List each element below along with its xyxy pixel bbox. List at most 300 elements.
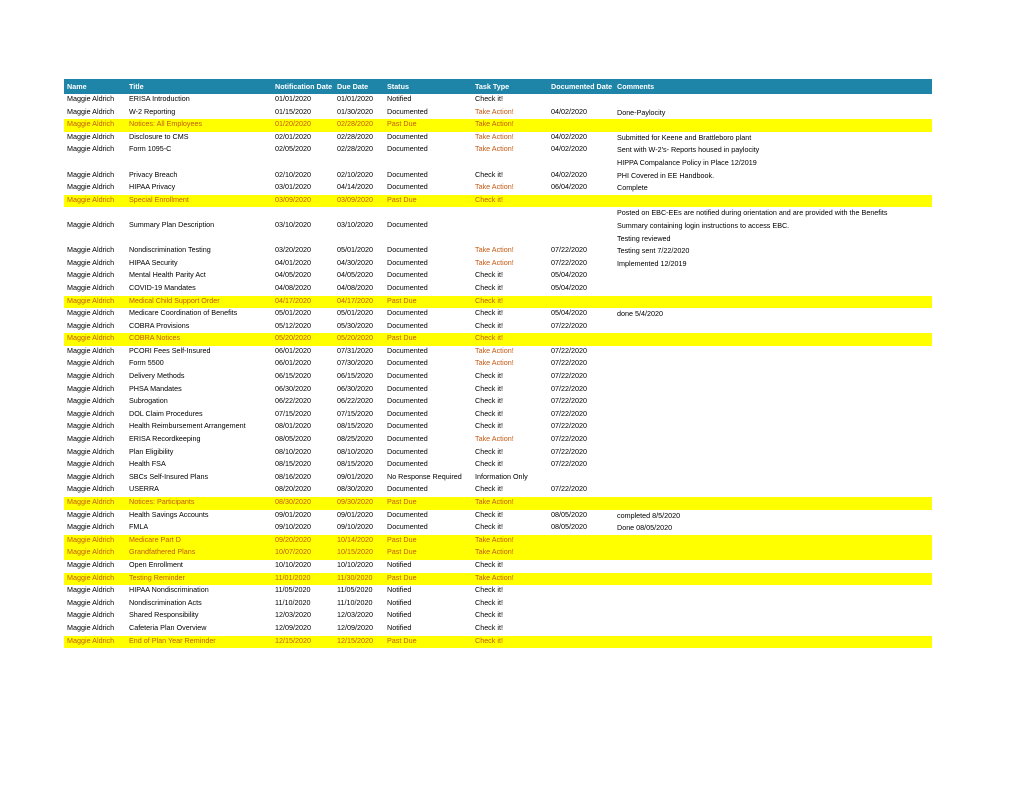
cell-documented-date <box>548 220 614 233</box>
cell-task-type: Check it! <box>475 559 503 569</box>
cell-status <box>384 233 472 246</box>
cell-notification-date: 06/01/2020 <box>275 358 311 368</box>
cell-title: Medicare Coordination of Benefits <box>129 308 238 318</box>
cell-name: Maggie Aldrich <box>67 408 115 418</box>
table-row[interactable] <box>64 384 932 397</box>
table-row[interactable] <box>64 132 932 145</box>
cell-name: Maggie Aldrich <box>67 434 115 444</box>
cell-task-type: Check it! <box>475 308 503 318</box>
cell-documented-date <box>548 119 614 132</box>
table-row[interactable] <box>64 270 932 283</box>
cell-status: Documented <box>387 421 428 431</box>
cell-title: HIPAA Privacy <box>129 182 176 192</box>
table-row[interactable] <box>64 610 932 623</box>
column-header-task-type[interactable]: Task Type <box>472 79 548 94</box>
cell-notification-date: 01/15/2020 <box>275 106 311 116</box>
cell-comments: Submitted for Keene and Brattleboro plant <box>617 132 752 142</box>
cell-comments <box>614 270 932 283</box>
cell-documented-date: 07/22/2020 <box>551 383 587 393</box>
cell-status: Documented <box>387 446 428 456</box>
cell-documented-date <box>548 623 614 636</box>
cell-task-type: Check it! <box>475 320 503 330</box>
table-row[interactable] <box>64 535 932 548</box>
cell-status: Notified <box>387 622 412 632</box>
cell-title: Form 1095-C <box>129 144 172 154</box>
cell-status: Notified <box>387 597 412 607</box>
cell-due-date: 04/05/2020 <box>337 270 373 280</box>
cell-due-date: 09/10/2020 <box>337 522 373 532</box>
cell-comments <box>614 497 932 510</box>
cell-documented-date <box>548 585 614 598</box>
cell-notification-date: 09/01/2020 <box>275 509 311 519</box>
cell-task-type: Check it! <box>472 333 548 346</box>
cell-task-type: Check it! <box>475 383 503 393</box>
cell-task-type: Check it! <box>475 270 503 280</box>
cell-title <box>126 157 272 170</box>
cell-status: Documented <box>387 509 428 519</box>
cell-task-type: Check it! <box>475 610 503 620</box>
cell-task-type: Take Action! <box>475 182 514 192</box>
cell-comments <box>614 535 932 548</box>
cell-notification-date: 08/30/2020 <box>272 497 334 510</box>
cell-due-date: 06/30/2020 <box>337 383 373 393</box>
cell-name: Maggie Aldrich <box>67 597 115 607</box>
table-row[interactable] <box>64 170 932 183</box>
cell-due-date: 09/01/2020 <box>337 509 373 519</box>
table-row[interactable] <box>64 371 932 384</box>
cell-status: Past Due <box>384 119 472 132</box>
cell-task-type: Check it! <box>475 169 503 179</box>
cell-title: Nondiscrimination Testing <box>129 245 211 255</box>
cell-title: Notices: All Employees <box>126 119 272 132</box>
cell-due-date: 08/10/2020 <box>337 446 373 456</box>
table-row[interactable] <box>64 560 932 573</box>
cell-notification-date: 04/01/2020 <box>275 257 311 267</box>
cell-notification-date: 08/20/2020 <box>275 484 311 494</box>
cell-notification-date: 02/10/2020 <box>275 169 311 179</box>
cell-task-type <box>472 220 548 233</box>
cell-name: Maggie Aldrich <box>67 471 115 481</box>
cell-documented-date <box>548 547 614 560</box>
table-row[interactable] <box>64 94 932 107</box>
cell-notification-date: 04/17/2020 <box>272 296 334 309</box>
cell-comments: Complete <box>617 183 648 193</box>
cell-documented-date: 04/02/2020 <box>551 131 587 141</box>
cell-documented-date: 07/22/2020 <box>551 408 587 418</box>
cell-name <box>64 233 126 246</box>
table-row[interactable] <box>64 522 932 535</box>
cell-due-date: 07/31/2020 <box>337 345 373 355</box>
compliance-task-sheet <box>64 79 932 648</box>
table-row[interactable] <box>64 573 932 586</box>
cell-name: Maggie Aldrich <box>67 383 115 393</box>
cell-comments <box>614 358 932 371</box>
cell-notification-date: 05/12/2020 <box>275 320 311 330</box>
cell-notification-date: 09/10/2020 <box>275 522 311 532</box>
column-header-status[interactable]: Status <box>384 79 472 94</box>
cell-due-date: 09/30/2020 <box>334 497 384 510</box>
cell-due-date: 10/15/2020 <box>334 547 384 560</box>
cell-name: Maggie Aldrich <box>67 131 115 141</box>
cell-task-type: Check it! <box>475 622 503 632</box>
cell-title: Summary Plan Description <box>129 219 215 229</box>
table-row[interactable] <box>64 447 932 460</box>
cell-title: Shared Responsibility <box>129 610 199 620</box>
cell-task-type: Check it! <box>472 636 548 649</box>
cell-notification-date: 04/05/2020 <box>275 270 311 280</box>
cell-task-type: Check it! <box>475 421 503 431</box>
column-header-title[interactable]: Title <box>126 79 272 94</box>
cell-name: Maggie Aldrich <box>67 345 115 355</box>
cell-name: Maggie Aldrich <box>64 497 126 510</box>
cell-notification-date: 08/01/2020 <box>275 421 311 431</box>
cell-documented-date: 07/22/2020 <box>551 257 587 267</box>
table-row[interactable] <box>64 119 932 132</box>
cell-title: Disclosure to CMS <box>129 131 189 141</box>
cell-documented-date <box>548 94 614 107</box>
cell-status: Documented <box>387 396 428 406</box>
cell-due-date: 07/15/2020 <box>337 408 373 418</box>
cell-status: Documented <box>387 459 428 469</box>
cell-status: Documented <box>387 219 428 229</box>
table-row[interactable] <box>64 510 932 523</box>
cell-comments <box>614 333 932 346</box>
cell-documented-date: 08/05/2020 <box>551 509 587 519</box>
cell-comments: Testing reviewed <box>617 233 671 243</box>
cell-task-type: Check it! <box>472 296 548 309</box>
cell-notification-date <box>272 207 334 220</box>
cell-due-date: 07/30/2020 <box>337 358 373 368</box>
cell-comments <box>614 94 932 107</box>
cell-notification-date: 10/10/2020 <box>275 559 311 569</box>
table-row[interactable] <box>64 585 932 598</box>
table-row[interactable] <box>64 308 932 321</box>
cell-status: Documented <box>387 383 428 393</box>
table-row[interactable] <box>64 459 932 472</box>
cell-name: Maggie Aldrich <box>64 535 126 548</box>
cell-status: Notified <box>387 94 412 103</box>
cell-name: Maggie Aldrich <box>64 636 126 649</box>
cell-due-date: 11/05/2020 <box>337 585 373 595</box>
cell-status: Documented <box>387 169 428 179</box>
table-row[interactable] <box>64 346 932 359</box>
cell-title: PCORI Fees Self-Insured <box>129 345 211 355</box>
cell-comments <box>614 421 932 434</box>
table-row[interactable] <box>64 484 932 497</box>
table-row[interactable] <box>64 157 932 170</box>
cell-status: Documented <box>387 144 428 154</box>
table-row[interactable] <box>64 220 932 233</box>
cell-name: Maggie Aldrich <box>67 144 115 154</box>
cell-due-date: 02/28/2020 <box>334 119 384 132</box>
cell-task-type: Take Action! <box>475 144 514 154</box>
cell-status: Documented <box>387 131 428 141</box>
cell-title: COVID-19 Mandates <box>129 282 196 292</box>
cell-notification-date <box>272 233 334 246</box>
cell-task-type: Check it! <box>475 396 503 406</box>
cell-documented-date <box>548 573 614 586</box>
cell-name: Maggie Aldrich <box>64 195 126 208</box>
cell-task-type: Check it! <box>475 408 503 418</box>
cell-title: Medical Child Support Order <box>126 296 272 309</box>
cell-notification-date: 06/01/2020 <box>275 345 311 355</box>
cell-status: Past Due <box>384 535 472 548</box>
cell-documented-date: 04/02/2020 <box>551 106 587 116</box>
cell-documented-date <box>548 497 614 510</box>
table-row[interactable] <box>64 258 932 271</box>
cell-status: Documented <box>387 484 428 494</box>
cell-documented-date: 06/04/2020 <box>551 182 587 192</box>
cell-status: Documented <box>387 182 428 192</box>
cell-documented-date: 07/22/2020 <box>551 345 587 355</box>
cell-status: Documented <box>387 308 428 318</box>
cell-documented-date: 07/22/2020 <box>551 434 587 444</box>
cell-due-date: 10/10/2020 <box>337 559 373 569</box>
cell-due-date: 12/03/2020 <box>337 610 373 620</box>
cell-due-date: 12/09/2020 <box>337 622 373 632</box>
cell-comments <box>614 585 932 598</box>
cell-task-type: Check it! <box>475 522 503 532</box>
table-row[interactable] <box>64 296 932 309</box>
cell-task-type <box>472 207 548 220</box>
cell-documented-date <box>548 296 614 309</box>
cell-name: Maggie Aldrich <box>67 308 115 318</box>
table-row[interactable] <box>64 207 932 220</box>
cell-name: Maggie Aldrich <box>67 219 115 229</box>
cell-task-type: Check it! <box>475 509 503 519</box>
table-row[interactable] <box>64 396 932 409</box>
table-row[interactable] <box>64 333 932 346</box>
table-row[interactable] <box>64 497 932 510</box>
cell-status: Documented <box>387 522 428 532</box>
table-row[interactable] <box>64 547 932 560</box>
cell-status: Documented <box>387 358 428 368</box>
cell-title: USERRA <box>129 484 159 494</box>
cell-documented-date: 07/22/2020 <box>551 371 587 381</box>
cell-name: Maggie Aldrich <box>67 421 115 431</box>
table-row[interactable] <box>64 636 932 649</box>
cell-documented-date <box>548 598 614 611</box>
cell-documented-date: 07/22/2020 <box>551 459 587 469</box>
cell-task-type: Take Action! <box>472 497 548 510</box>
cell-documented-date: 04/02/2020 <box>551 169 587 179</box>
cell-due-date <box>334 157 384 170</box>
cell-title: Grandfathered Plans <box>126 547 272 560</box>
cell-title: PHSA Mandates <box>129 383 182 393</box>
table-row[interactable] <box>64 144 932 157</box>
cell-name: Maggie Aldrich <box>64 296 126 309</box>
cell-title: HIPAA Security <box>129 257 178 267</box>
cell-notification-date: 03/20/2020 <box>275 245 311 255</box>
cell-notification-date: 01/20/2020 <box>272 119 334 132</box>
cell-task-type: Information Only <box>475 471 528 481</box>
cell-comments: Implemented 12/2019 <box>617 258 687 268</box>
cell-notification-date: 08/10/2020 <box>275 446 311 456</box>
cell-name: Maggie Aldrich <box>67 622 115 632</box>
table-row[interactable] <box>64 409 932 422</box>
cell-status: Past Due <box>384 296 472 309</box>
cell-task-type: Take Action! <box>475 106 514 116</box>
cell-task-type: Check it! <box>475 585 503 595</box>
cell-comments <box>614 447 932 460</box>
cell-task-type <box>472 233 548 246</box>
cell-name: Maggie Aldrich <box>64 547 126 560</box>
cell-status <box>384 207 472 220</box>
cell-documented-date: 07/22/2020 <box>551 484 587 494</box>
cell-title: Health Savings Accounts <box>129 509 209 519</box>
table-body <box>64 94 932 648</box>
cell-comments <box>614 321 932 334</box>
cell-task-type: Take Action! <box>475 345 514 355</box>
cell-status: Past Due <box>384 573 472 586</box>
cell-due-date: 06/15/2020 <box>337 371 373 381</box>
compliance-table <box>64 79 932 648</box>
cell-notification-date: 09/20/2020 <box>272 535 334 548</box>
cell-due-date: 04/14/2020 <box>337 182 373 192</box>
cell-title <box>126 233 272 246</box>
cell-title: COBRA Notices <box>126 333 272 346</box>
cell-name: Maggie Aldrich <box>67 245 115 255</box>
cell-due-date: 05/01/2020 <box>337 245 373 255</box>
table-row[interactable] <box>64 598 932 611</box>
cell-name: Maggie Aldrich <box>67 257 115 267</box>
table-row[interactable] <box>64 245 932 258</box>
cell-title: Privacy Breach <box>129 169 178 179</box>
cell-due-date: 08/15/2020 <box>337 459 373 469</box>
cell-notification-date: 02/05/2020 <box>275 144 311 154</box>
cell-name: Maggie Aldrich <box>67 182 115 192</box>
cell-documented-date: 07/22/2020 <box>551 358 587 368</box>
cell-documented-date <box>548 333 614 346</box>
cell-due-date: 08/15/2020 <box>337 421 373 431</box>
cell-comments: HIPPA Compalance Policy in Place 12/2019 <box>617 157 757 167</box>
cell-task-type: Take Action! <box>472 573 548 586</box>
cell-due-date: 03/10/2020 <box>337 219 373 229</box>
cell-title: Form 5500 <box>129 358 164 368</box>
table-row[interactable] <box>64 623 932 636</box>
column-header-comments[interactable]: Comments <box>614 79 932 94</box>
cell-notification-date: 11/05/2020 <box>275 585 311 595</box>
cell-documented-date <box>548 535 614 548</box>
cell-status: Documented <box>387 245 428 255</box>
cell-documented-date <box>548 233 614 246</box>
cell-due-date: 09/01/2020 <box>337 471 373 481</box>
cell-title: Mental Health Parity Act <box>129 270 206 280</box>
table-row[interactable] <box>64 283 932 296</box>
column-header-name[interactable]: Name <box>64 79 126 94</box>
cell-status: Documented <box>387 257 428 267</box>
cell-name: Maggie Aldrich <box>67 459 115 469</box>
cell-notification-date: 02/01/2020 <box>275 131 311 141</box>
cell-documented-date: 08/05/2020 <box>551 522 587 532</box>
cell-comments: PHI Covered in EE Handbook. <box>617 170 715 180</box>
cell-comments <box>614 396 932 409</box>
cell-notification-date: 08/15/2020 <box>275 459 311 469</box>
cell-title: Plan Eligibility <box>129 446 174 456</box>
cell-comments <box>614 283 932 296</box>
cell-status: Documented <box>387 282 428 292</box>
cell-due-date: 05/20/2020 <box>334 333 384 346</box>
cell-comments <box>614 560 932 573</box>
column-header-documented-date[interactable]: Documented Date <box>548 79 614 94</box>
cell-documented-date <box>548 636 614 649</box>
cell-notification-date: 11/10/2020 <box>275 597 311 607</box>
cell-comments <box>614 610 932 623</box>
cell-documented-date <box>548 560 614 573</box>
cell-title: HIPAA Nondiscrimination <box>129 585 209 595</box>
cell-due-date: 01/01/2020 <box>337 94 373 103</box>
cell-comments <box>614 623 932 636</box>
cell-comments: Testing sent 7/22/2020 <box>617 246 690 256</box>
cell-title: W-2 Reporting <box>129 106 176 116</box>
table-row[interactable] <box>64 434 932 447</box>
cell-name: Maggie Aldrich <box>67 509 115 519</box>
cell-status: Past Due <box>384 333 472 346</box>
cell-documented-date: 07/22/2020 <box>551 245 587 255</box>
cell-notification-date: 08/16/2020 <box>275 471 311 481</box>
cell-task-type: Take Action! <box>472 535 548 548</box>
table-row[interactable] <box>64 358 932 371</box>
cell-documented-date <box>548 195 614 208</box>
cell-title: DOL Claim Procedures <box>129 408 203 418</box>
cell-comments: Sent with W-2's- Reports housed in paylocity <box>617 145 760 155</box>
cell-task-type: Take Action! <box>475 358 514 368</box>
cell-comments: Posted on EBC-EEs are notified during orientation and are provided with the Benefits <box>617 208 888 218</box>
cell-notification-date: 03/10/2020 <box>275 219 311 229</box>
cell-task-type: Check it! <box>475 371 503 381</box>
column-header-due-date[interactable]: Due Date <box>334 79 384 94</box>
cell-title: End of Plan Year Reminder <box>126 636 272 649</box>
cell-due-date: 04/30/2020 <box>337 257 373 267</box>
cell-documented-date: 05/04/2020 <box>551 270 587 280</box>
cell-title: Notices: Participants <box>126 497 272 510</box>
cell-name: Maggie Aldrich <box>64 333 126 346</box>
cell-title: Medicare Part D <box>126 535 272 548</box>
table-row[interactable] <box>64 472 932 485</box>
cell-notification-date <box>272 157 334 170</box>
cell-status: Past Due <box>384 497 472 510</box>
table-row[interactable] <box>64 321 932 334</box>
cell-due-date: 12/15/2020 <box>334 636 384 649</box>
cell-task-type <box>472 157 548 170</box>
cell-due-date: 11/10/2020 <box>337 597 373 607</box>
cell-task-type: Check it! <box>475 282 503 292</box>
cell-status: Notified <box>387 610 412 620</box>
table-row[interactable] <box>64 233 932 246</box>
cell-notification-date: 10/07/2020 <box>272 547 334 560</box>
cell-notification-date: 06/22/2020 <box>275 396 311 406</box>
cell-status: No Response Required <box>387 471 462 481</box>
table-row[interactable] <box>64 421 932 434</box>
cell-notification-date: 11/01/2020 <box>272 573 334 586</box>
table-row[interactable] <box>64 107 932 120</box>
cell-name: Maggie Aldrich <box>67 559 115 569</box>
table-row[interactable] <box>64 182 932 195</box>
cell-notification-date: 12/15/2020 <box>272 636 334 649</box>
cell-name: Maggie Aldrich <box>67 610 115 620</box>
column-header-notification-date[interactable]: Notification Date <box>272 79 334 94</box>
cell-title: Nondiscrimination Acts <box>129 597 202 607</box>
cell-title: Cafeteria Plan Overview <box>129 622 207 632</box>
cell-name: Maggie Aldrich <box>67 484 115 494</box>
cell-task-type: Take Action! <box>475 245 514 255</box>
cell-documented-date: 07/22/2020 <box>551 320 587 330</box>
cell-title: COBRA Provisions <box>129 320 190 330</box>
cell-task-type: Check it! <box>475 597 503 607</box>
table-row[interactable] <box>64 195 932 208</box>
cell-documented-date: 05/04/2020 <box>551 308 587 318</box>
cell-task-type: Take Action! <box>475 131 514 141</box>
